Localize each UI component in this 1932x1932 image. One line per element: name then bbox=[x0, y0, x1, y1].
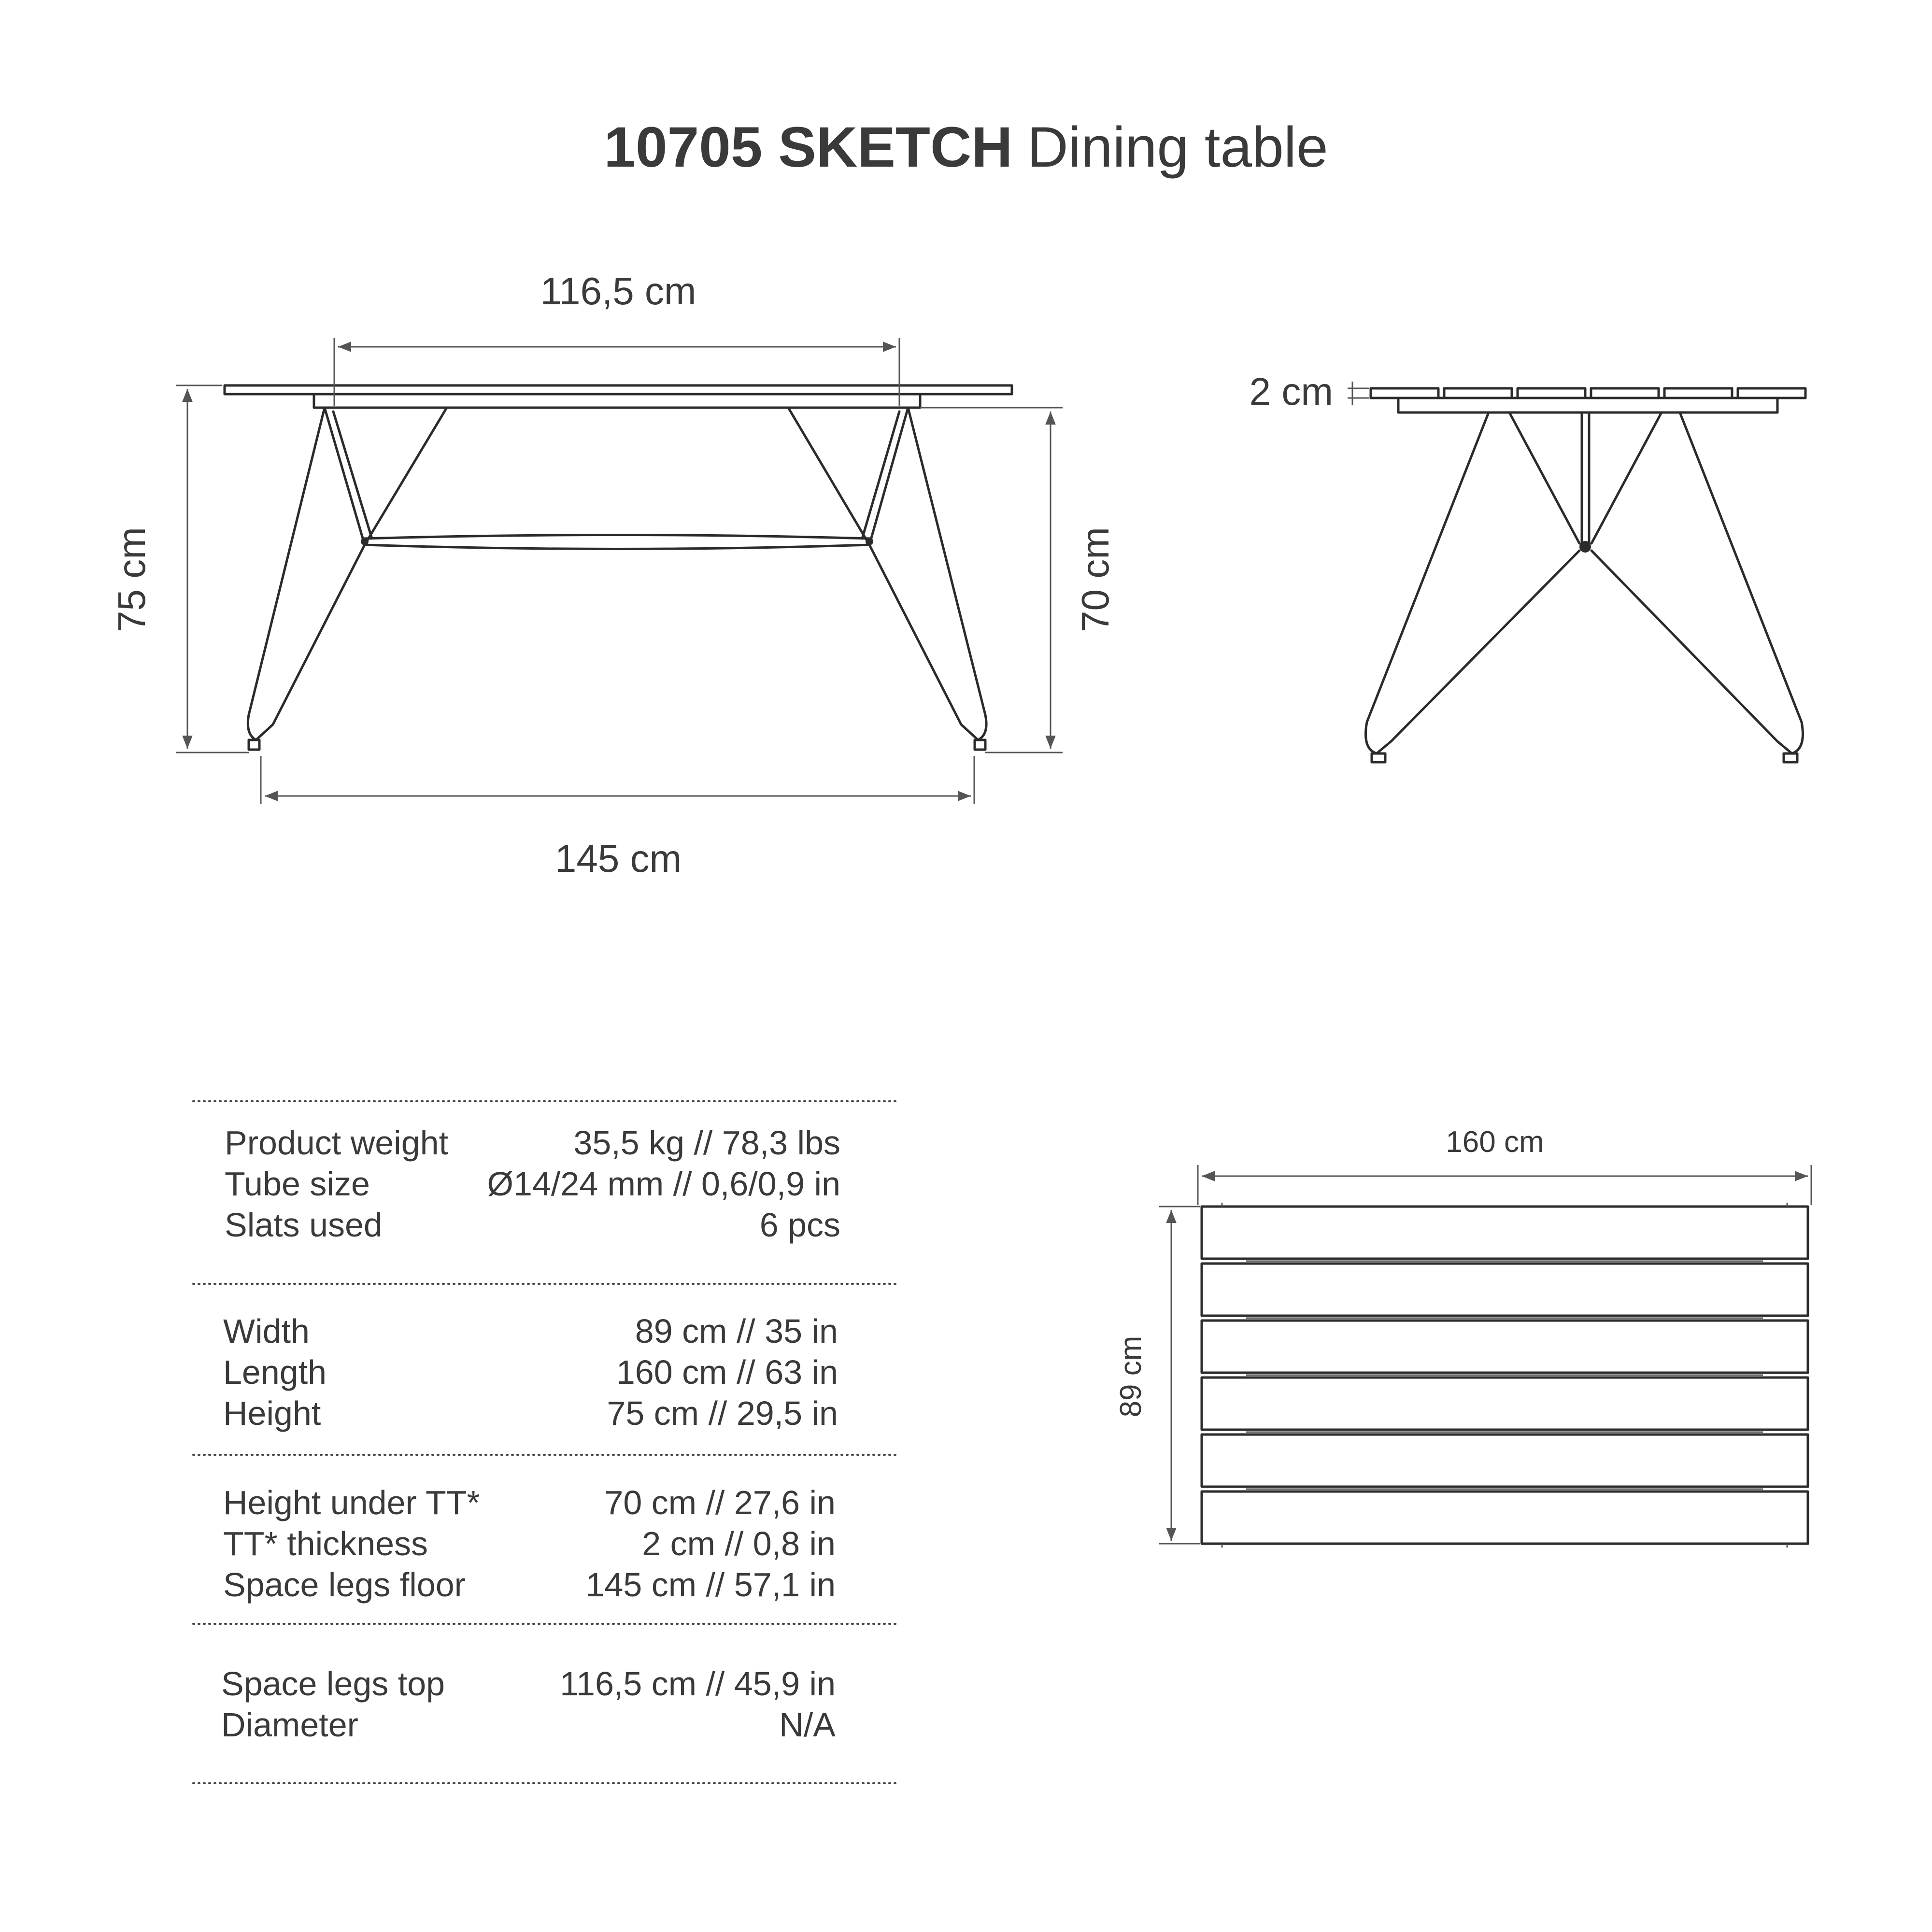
spec-value: 116,5 cm // 45,9 in bbox=[560, 1665, 836, 1703]
thickness-dimension bbox=[1348, 382, 1369, 405]
spec-value: 70 cm // 27,6 in bbox=[604, 1484, 836, 1521]
spec-value: 75 cm // 29,5 in bbox=[607, 1394, 838, 1432]
top-view-drawing bbox=[1202, 1203, 1808, 1548]
spec-value: 6 pcs bbox=[759, 1206, 840, 1244]
spec-label: TT* thickness bbox=[223, 1525, 428, 1563]
spec-label: Tube size bbox=[225, 1165, 370, 1203]
spec-label: Space legs top bbox=[221, 1665, 445, 1703]
spec-value: 160 cm // 63 in bbox=[616, 1353, 838, 1391]
slat-2 bbox=[1202, 1264, 1808, 1316]
spec-label: Width bbox=[223, 1312, 310, 1350]
spec-value: 145 cm // 57,1 in bbox=[585, 1566, 836, 1604]
slat-1 bbox=[1202, 1207, 1808, 1259]
overall-height-label: 75 cm bbox=[110, 527, 153, 632]
spec-label: Space legs floor bbox=[223, 1566, 466, 1604]
side-view-drawing bbox=[225, 385, 1012, 750]
spec-value: 35,5 kg // 78,3 lbs bbox=[573, 1124, 840, 1162]
top-width-label: 116,5 cm bbox=[540, 270, 696, 313]
spec-value: 2 cm // 0,8 in bbox=[642, 1525, 836, 1563]
slat-4 bbox=[1202, 1378, 1808, 1430]
spec-label: Slats used bbox=[225, 1206, 383, 1244]
slat-3 bbox=[1202, 1321, 1808, 1373]
title bbox=[604, 115, 1328, 179]
slat-5 bbox=[1202, 1435, 1808, 1487]
floor-span-label: 145 cm bbox=[554, 837, 682, 880]
spec-label: Length bbox=[223, 1353, 327, 1391]
spec-table bbox=[193, 1101, 896, 1783]
height-under-top-label: 70 cm bbox=[1074, 527, 1117, 632]
spec-label: Height bbox=[223, 1394, 321, 1432]
length-label: 160 cm bbox=[1446, 1125, 1544, 1159]
spec-label: Height under TT* bbox=[223, 1484, 480, 1521]
spec-value: Ø14/24 mm // 0,6/0,9 in bbox=[487, 1165, 840, 1203]
end-view-drawing bbox=[1366, 388, 1806, 762]
spec-value: N/A bbox=[779, 1706, 836, 1744]
thickness-label: 2 cm bbox=[1249, 370, 1333, 413]
width-label: 89 cm bbox=[1114, 1335, 1148, 1418]
product-code: 10705 SKETCH bbox=[604, 115, 1013, 179]
slat-6 bbox=[1202, 1492, 1808, 1544]
spec-value: 89 cm // 35 in bbox=[635, 1312, 838, 1350]
spec-label: Product weight bbox=[225, 1124, 449, 1162]
spec-label: Diameter bbox=[221, 1706, 358, 1744]
product-name: Dining table bbox=[1027, 115, 1328, 179]
